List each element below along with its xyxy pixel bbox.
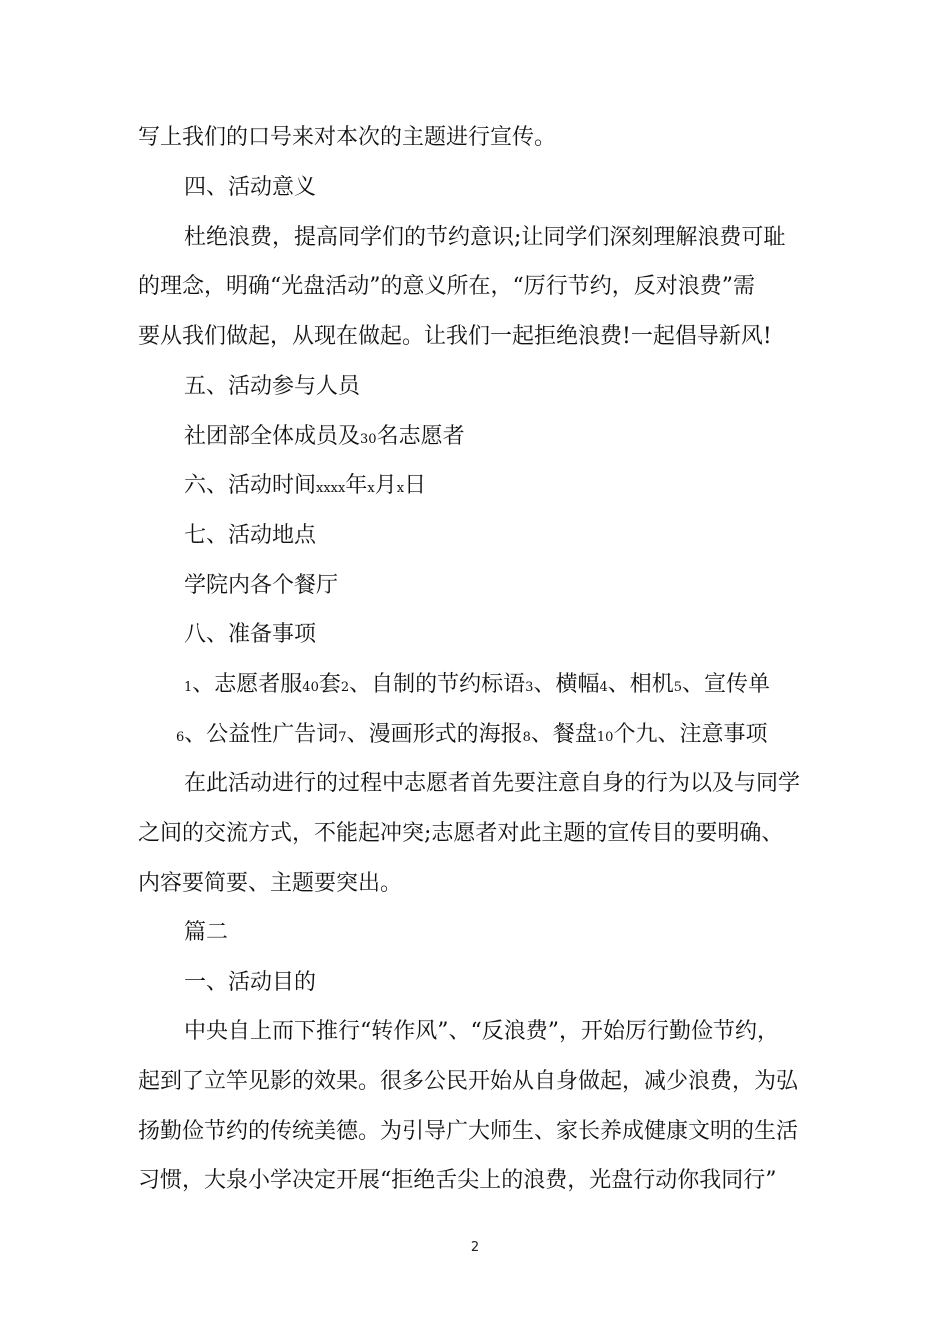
text-line: 扬勤俭节约的传统美德。为引导广大师生、家长养成健康文明的生活 [138, 1119, 799, 1144]
number: 40 [302, 680, 319, 695]
text-segment: 、横幅 [533, 672, 600, 697]
placeholder-year: xxxx [316, 481, 346, 496]
number: 10 [596, 730, 614, 745]
text-segment: 年 [345, 473, 368, 498]
text-segment: 日 [404, 473, 427, 498]
number: 1 [184, 680, 193, 695]
page-number: 2 [470, 1240, 480, 1255]
text-line: 要从我们做起，从现在做起。让我们一起拒绝浪费!一起倡导新风! [138, 324, 772, 349]
section-heading: 七、活动地点 [184, 523, 317, 548]
text-line: 写上我们的口号来对本次的主题进行宣传。 [138, 125, 557, 150]
text-line: 内容要简要、主题要突出。 [138, 871, 403, 896]
text-line: 之间的交流方式，不能起冲突;志愿者对此主题的宣传目的要明确、 [138, 821, 784, 846]
section-heading: 八、准备事项 [184, 622, 317, 647]
text-segment: 个九、注意事项 [613, 722, 768, 747]
text-segment: 、餐盘 [530, 722, 597, 747]
text-segment: 、自制的节约标语 [349, 672, 526, 697]
text-segment: 、宣传单 [682, 672, 771, 697]
text-line [184, 471, 426, 504]
text-line [184, 422, 465, 455]
section-heading: 六、活动时间 [184, 473, 317, 498]
number: 5 [673, 680, 683, 695]
text-segment: 月 [374, 473, 397, 498]
section-heading: 五、活动参与人员 [184, 374, 361, 399]
section-heading: 一、活动目的 [184, 970, 317, 995]
text-segment: 社团部全体成员及 [184, 424, 361, 449]
text-line [184, 670, 770, 703]
number: 6 [176, 730, 185, 745]
text-segment: 、相机 [607, 672, 674, 697]
text-line: 起到了立竿见影的效果。很多公民开始从自身做起，减少浪费，为弘 [138, 1069, 799, 1094]
text-line: 习惯，大泉小学决定开展“拒绝舌尖上的浪费，光盘行动你我同行” [138, 1168, 777, 1193]
number: 4 [599, 680, 608, 695]
section-heading: 四、活动意义 [184, 175, 317, 200]
text-segment: 、公益性广告词 [184, 722, 339, 747]
text-segment: 套 [318, 672, 341, 697]
text-line: 在此活动进行的过程中志愿者首先要注意自身的行为以及与同学 [184, 771, 801, 796]
number: 7 [338, 730, 347, 745]
text-line [176, 720, 767, 753]
text-line: 中央自上而下推行“转作风”、“反浪费”，开始厉行勤俭节约， [184, 1019, 779, 1044]
number: 8 [522, 730, 531, 745]
number: 30 [360, 432, 377, 447]
number: 3 [525, 680, 534, 695]
text-segment: 、漫画形式的海报 [346, 722, 523, 747]
text-segment: 、志愿者服 [192, 672, 303, 697]
text-line: 杜绝浪费，提高同学们的节约意识;让同学们深刻理解浪费可耻 [184, 225, 786, 250]
number: 2 [340, 680, 350, 695]
placeholder-day: x [396, 481, 405, 496]
text-segment: 名志愿者 [376, 424, 465, 449]
section-heading: 篇二 [184, 920, 229, 945]
placeholder-month: x [367, 481, 375, 496]
text-line: 学院内各个餐厅 [184, 573, 339, 598]
text-line: 的理念，明确“光盘活动”的意义所在，“厉行节约，反对浪费”需 [138, 274, 755, 299]
